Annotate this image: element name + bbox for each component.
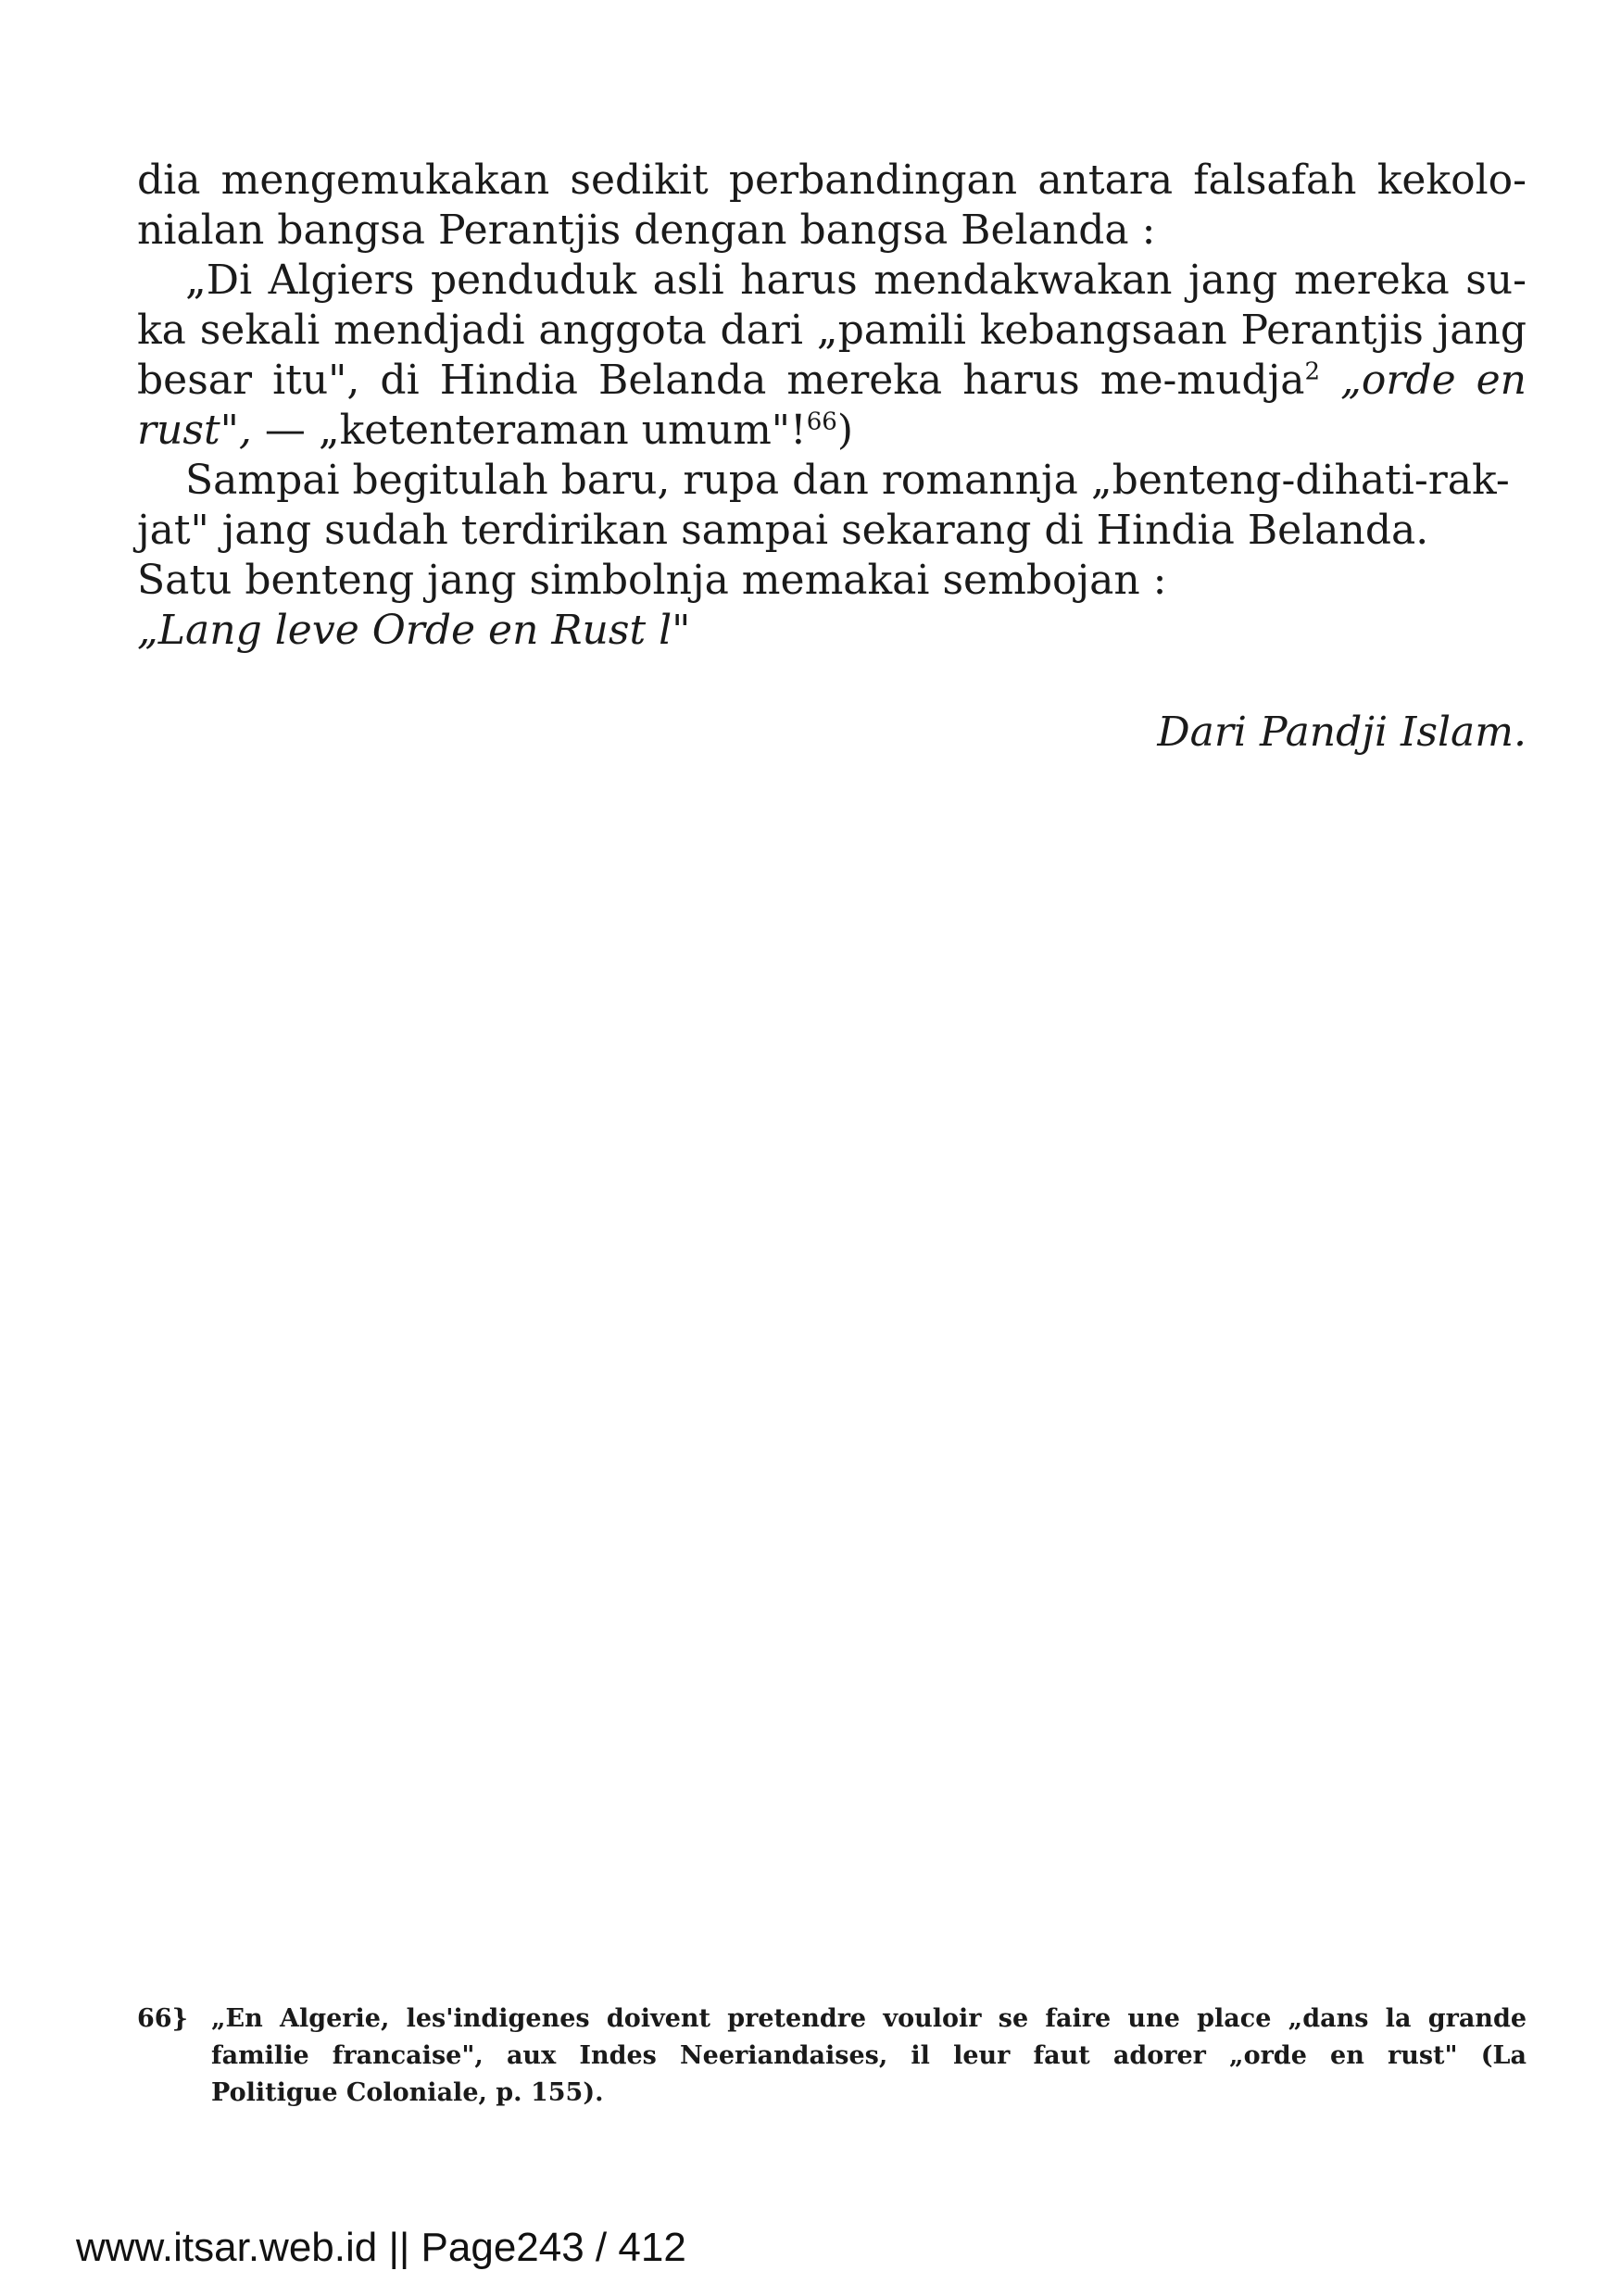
quote-text: — „ketenteraman umum"! bbox=[264, 407, 807, 454]
footnote-row bbox=[137, 2001, 1527, 2038]
footnote-line: familie francaise", aux Indes Neeriandaises, il leur faut adorer „orde en rust" (La bbox=[211, 2041, 1527, 2070]
footnote-line: „En Algerie, les'indigenes doivent pretendre vouloir se faire une place „dans la grande bbox=[211, 2004, 1527, 2033]
paragraph-line: jat" jang sudah terdirikan sampai sekarang di Hindia Belanda. bbox=[137, 507, 1429, 554]
paragraph-line: nialan bangsa Perantjis dengan bangsa Belanda : bbox=[137, 207, 1156, 254]
quote-line bbox=[137, 356, 1527, 406]
source-signature: Dari Pandji Islam. bbox=[1157, 709, 1527, 756]
footnote-number: 66} bbox=[137, 2004, 188, 2033]
motto-line: „Lang leve Orde en Rust l" bbox=[137, 607, 691, 654]
page-footer: www.itsar.web.id || Page243 / 412 bbox=[76, 2225, 686, 2270]
footnote bbox=[137, 2001, 1527, 2112]
quote-text: besar itu", di Hindia Belanda mereka harus me-mudja bbox=[137, 357, 1305, 404]
paragraph-line: Sampai begitulah baru, rupa dan romannja „benteng-dihati-rak- bbox=[185, 457, 1510, 504]
paragraph-line: dia mengemukakan sedikit perbandingan antara falsafah kekolo- bbox=[137, 157, 1527, 204]
paragraph-line: Satu benteng jang simbolnja memakai sembojan : bbox=[137, 557, 1167, 604]
footnote-line: Politigue Coloniale, p. 155). bbox=[211, 2078, 604, 2107]
quote-text: ) bbox=[836, 407, 853, 454]
quote-italic: „orde en bbox=[1340, 357, 1527, 404]
superscript: 2 bbox=[1304, 358, 1321, 386]
quote-line: „Di Algiers penduduk asli harus mendakwakan jang mereka su- bbox=[185, 257, 1527, 304]
quote-line bbox=[137, 406, 1527, 456]
main-text bbox=[137, 156, 1527, 656]
footnote-ref: 66 bbox=[806, 408, 837, 436]
quote-line: ka sekali mendjadi anggota dari „pamili kebangsaan Perantjis jang bbox=[137, 307, 1527, 354]
quote-italic: rust", bbox=[137, 407, 252, 454]
